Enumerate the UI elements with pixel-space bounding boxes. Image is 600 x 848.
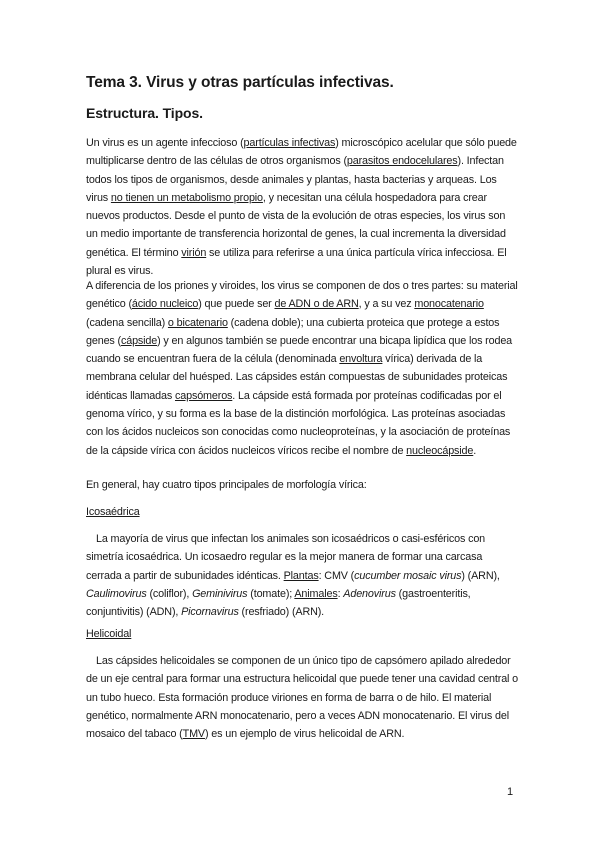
paragraph-virus-definition bbox=[86, 134, 518, 280]
text-run: se utiliza para referirse a una única partícula vírica infecciosa. El plural es virus. bbox=[86, 246, 507, 278]
text-run: . bbox=[473, 444, 477, 457]
text-run: : bbox=[337, 587, 344, 600]
paragraph-virus-structure bbox=[86, 277, 518, 460]
text-run: vírica) derivada de la membrana celular del huésped. Las cápsides están compuestas de subunidades proteicas idénticas llamadas bbox=[86, 353, 508, 402]
page-number: 1 bbox=[507, 786, 514, 798]
text-run: (tomate); bbox=[247, 587, 295, 600]
italic-term: Geminivirus bbox=[192, 587, 248, 600]
text-run: ) y en algunos también se puede encontrar una bicapa lipídica que los rodea cuando se encuentran fuera de la célula (denominada bbox=[86, 334, 513, 366]
section-heading-helicoidal: Helicoidal bbox=[86, 628, 132, 640]
section-heading-icosaedrica: Icosaédrica bbox=[86, 506, 140, 518]
text-run: . La cápside está formada por proteínas codificadas por el genoma vírico, y su forma es la base de la distinción morfológica. Las proteínas asociadas con los ácidos nucleicos son conocidas como nucleoproteínas, y la asociación de proteínas de la cápside vírica con ácidos nucleicos víricos recibe el nombre de bbox=[86, 389, 511, 457]
underlined-term: Animales bbox=[294, 587, 338, 600]
underlined-term: partículas infectivas bbox=[243, 137, 336, 149]
underlined-term: envoltura bbox=[339, 353, 383, 366]
text-run: Las cápsides helicoidales se componen de un único tipo de capsómero apilado alrededor de un eje central para formar una estructura helicoidal que puede tener una cavidad central o un tubo hueco. Esta formación produce viriones en forma de barra o de hilo. El material genético, normalmente ARN monocatenario, pero a veces ADN monocatenario. El virus del mosaico del tabaco ( bbox=[86, 655, 519, 741]
text-run: La mayoría de virus que infectan los animales son icosaédricos o casi-esféricos con simetría icosaédrica. Un icosaedro regular es la mejor manera de formar una carcasa cerrada a partir de subunidades idénticas. bbox=[86, 533, 486, 582]
text-run: Un virus es un agente infeccioso ( bbox=[86, 137, 244, 149]
underlined-term: capsómeros bbox=[174, 389, 233, 402]
text-run: A diferencia de los priones y viroides, los virus se componen de dos o tres partes: su material genético ( bbox=[86, 280, 518, 311]
underlined-term: monocatenario bbox=[414, 298, 484, 311]
text-run: ). Infectan todos los tipos de organismos, desde animales y plantas, hasta bacterias y arqueas. Los virus bbox=[86, 155, 504, 204]
paragraph-icosaedrica bbox=[86, 530, 518, 621]
text-run: (gastroenteritis, conjuntivitis) (ADN), bbox=[86, 587, 471, 619]
text-run: ) es un ejemplo de virus helicoidal de ARN. bbox=[204, 728, 405, 741]
text-run: ) (ARN), bbox=[461, 569, 500, 582]
text-run: , y a su vez bbox=[358, 298, 415, 311]
italic-term: Caulimovirus bbox=[86, 587, 147, 600]
underlined-term: o bicatenario bbox=[167, 316, 228, 329]
italic-term: cucumber mosaic virus bbox=[354, 569, 462, 582]
text-run: ) microscópico acelular que sólo puede multiplicarse dentro de las células de otros organismos ( bbox=[86, 137, 517, 168]
paragraph-helicoidal bbox=[86, 652, 518, 743]
text-run: (resfriado) (ARN). bbox=[238, 606, 325, 619]
underlined-term: cápside bbox=[120, 334, 158, 347]
page-title: Tema 3. Virus y otras partículas infectivas. bbox=[86, 74, 394, 91]
text-run: (coliflor), bbox=[146, 587, 193, 600]
underlined-term: parasitos endocelulares bbox=[346, 155, 458, 168]
paragraph-morphology-intro: En general, hay cuatro tipos principales de morfología vírica: bbox=[86, 479, 367, 491]
underlined-term: Plantas bbox=[283, 569, 319, 582]
underlined-term: no tienen un metabolismo propio bbox=[110, 191, 263, 204]
underlined-term: TMV bbox=[182, 728, 205, 741]
underlined-term: ácido nucleico bbox=[131, 298, 199, 311]
underlined-term: de ADN o de ARN bbox=[274, 298, 359, 311]
underlined-term: nucleocápside bbox=[406, 444, 474, 457]
text-run: , y necesitan una célula hospedadora para crear nuevos productos. Desde el punto de vista de la evolución de otras especies, los virus son un medio importante de transferencia horizontal de genes, la cual incrementa la diversidad genética. El término bbox=[86, 191, 506, 259]
underlined-term: virión bbox=[181, 246, 207, 259]
text-run: (cadena sencilla) bbox=[86, 316, 168, 329]
text-run: ) que puede ser bbox=[198, 298, 275, 311]
italic-term: Adenovirus bbox=[343, 587, 396, 600]
text-run: : CMV ( bbox=[318, 569, 355, 582]
italic-term: Picornavirus bbox=[181, 606, 239, 619]
text-run: (cadena doble); una cubierta proteica que protege a estos genes ( bbox=[86, 316, 500, 347]
section-subtitle: Estructura. Tipos. bbox=[86, 105, 203, 121]
